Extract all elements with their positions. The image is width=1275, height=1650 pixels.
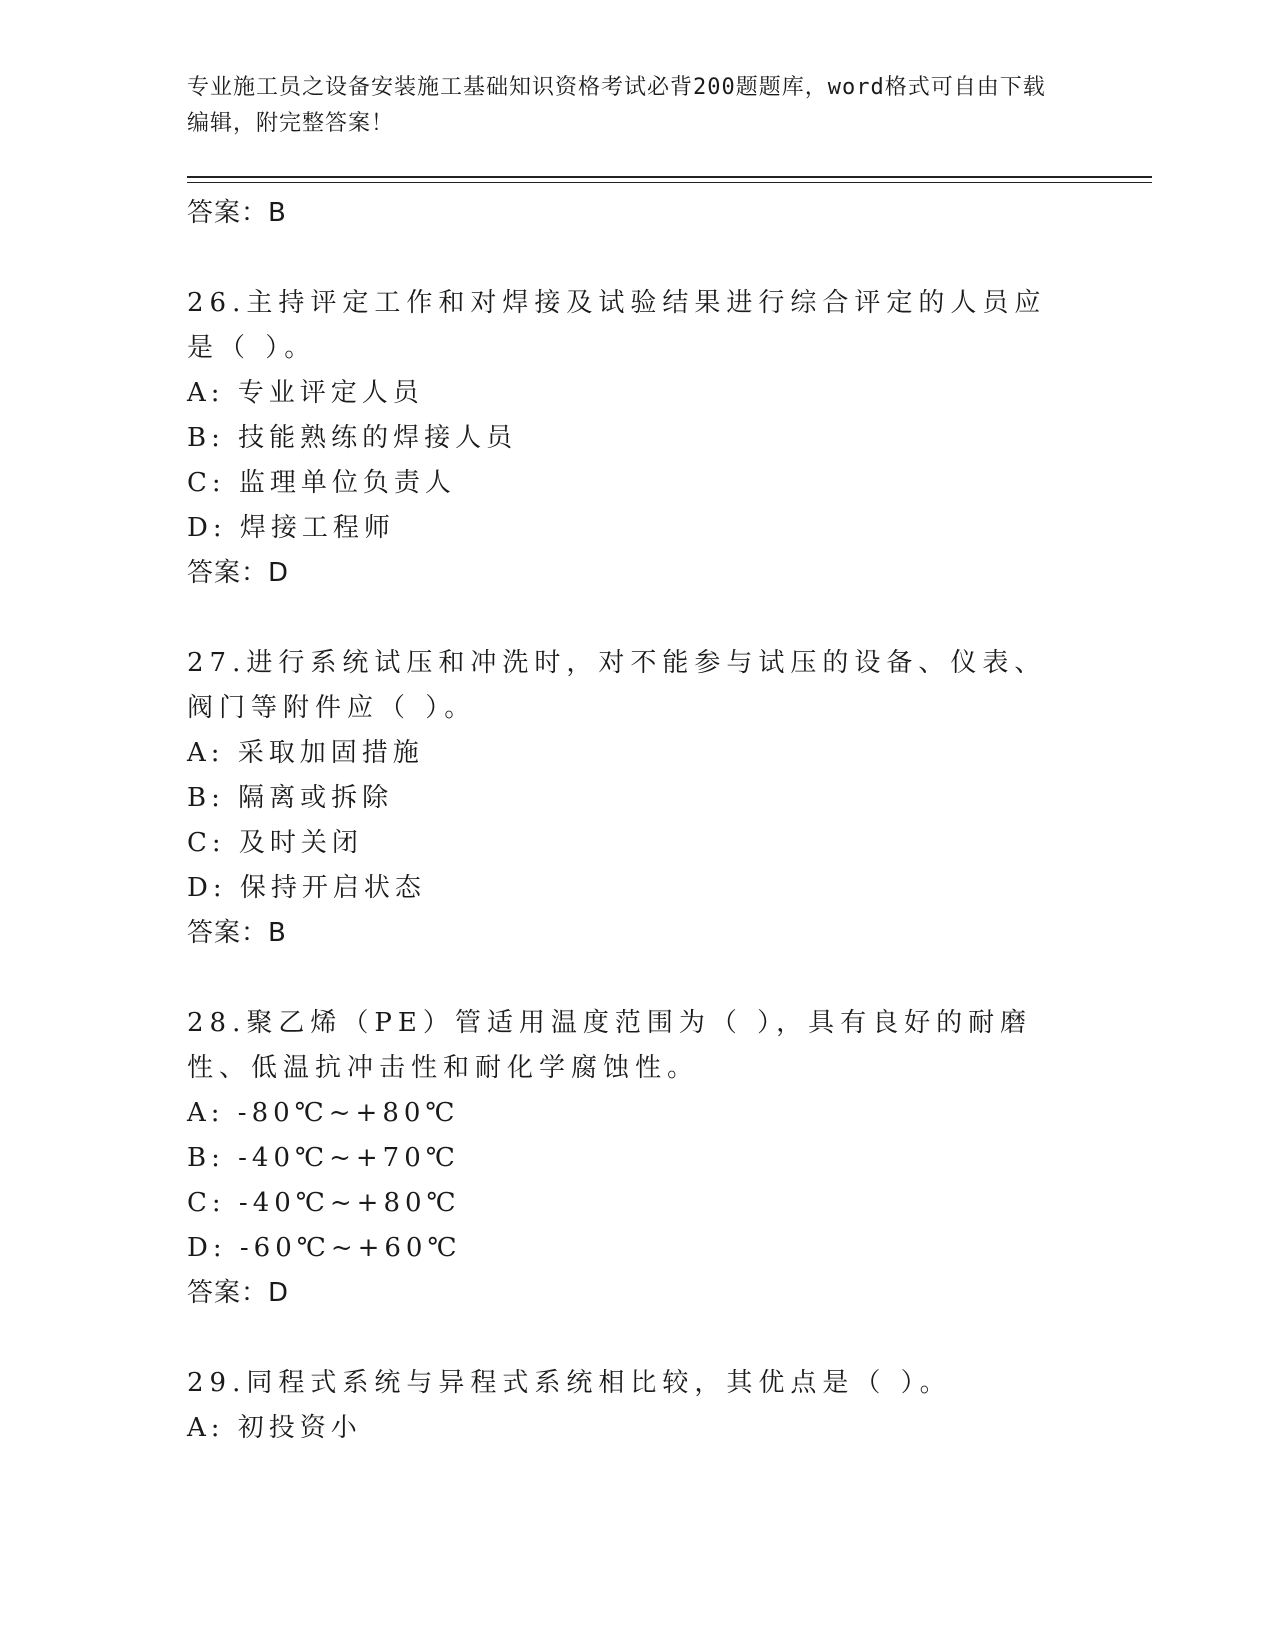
option-b: B: 技能熟练的焊接人员 bbox=[187, 423, 518, 453]
header-divider bbox=[187, 176, 1152, 183]
option-a: A: 采取加固措施 bbox=[187, 738, 424, 768]
answer: 答案：D bbox=[187, 558, 290, 588]
answer: 答案：B bbox=[187, 918, 287, 948]
question-stem: 26.主持评定工作和对焊接及试验结果进行综合评定的人员应是（ ）。 bbox=[187, 288, 1047, 363]
question-stem: 28.聚乙烯（PE）管适用温度范围为（ ），具有良好的耐磨性、低温抗冲击性和耐化学腐蚀性。 bbox=[187, 1008, 1033, 1083]
answer: 答案：D bbox=[187, 1278, 290, 1308]
question-stem: 29.同程式系统与异程式系统相比较，其优点是（ ）。 bbox=[187, 1368, 952, 1398]
question-stem: 27.进行系统试压和冲洗时，对不能参与试压的设备、仪表、阀门等附件应（ ）。 bbox=[187, 648, 1047, 723]
answer-previous: 答案：B bbox=[187, 198, 287, 228]
option-b: B: -40℃~+70℃ bbox=[187, 1143, 460, 1173]
option-b: B: 隔离或拆除 bbox=[187, 783, 394, 813]
question-26 bbox=[187, 281, 1152, 595]
option-a: A: -80℃~+80℃ bbox=[187, 1098, 460, 1128]
option-c: C: 监理单位负责人 bbox=[187, 468, 456, 498]
option-d: D: -60℃~+60℃ bbox=[187, 1233, 462, 1263]
option-a: A: 初投资小 bbox=[187, 1413, 362, 1443]
question-29 bbox=[187, 1361, 1152, 1451]
document-header: 专业施工员之设备安装施工基础知识资格考试必背200题题库，word格式可自由下载编辑，附完整答案！ bbox=[187, 75, 1046, 136]
option-c: C: 及时关闭 bbox=[187, 828, 363, 858]
option-a: A: 专业评定人员 bbox=[187, 378, 424, 408]
question-28 bbox=[187, 1001, 1152, 1315]
option-d: D: 焊接工程师 bbox=[187, 513, 395, 543]
question-27 bbox=[187, 641, 1152, 955]
option-c: C: -40℃~+80℃ bbox=[187, 1188, 461, 1218]
option-d: D: 保持开启状态 bbox=[187, 873, 426, 903]
document-page bbox=[187, 70, 1152, 1451]
